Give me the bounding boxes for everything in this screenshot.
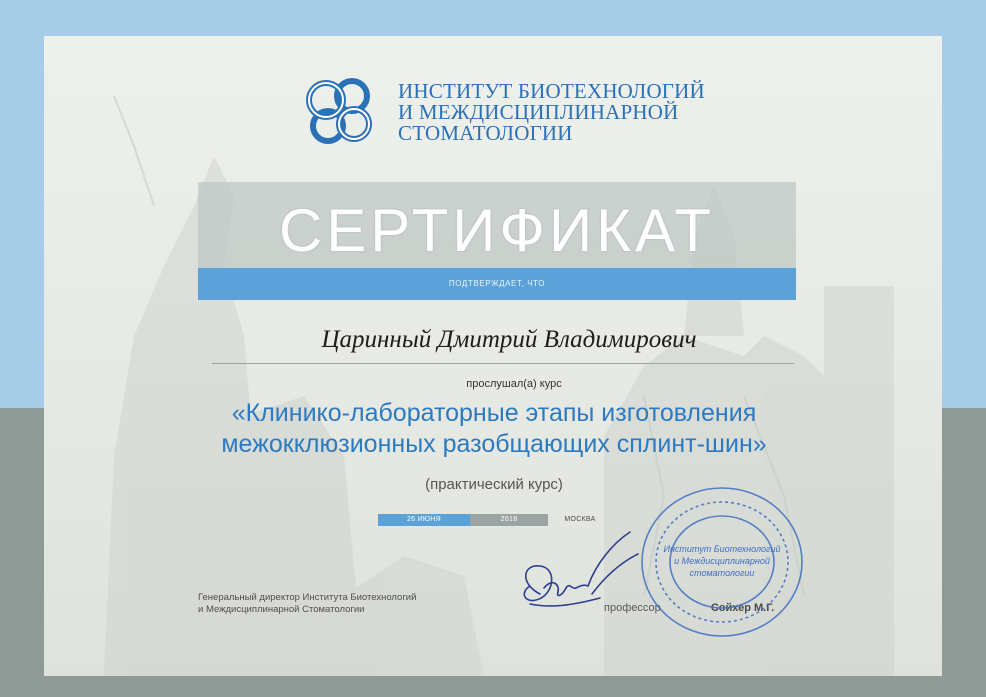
event-date: 26 ИЮНЯ bbox=[378, 514, 470, 526]
confirms-text: ПОДТВЕРЖДАЕТ, ЧТО bbox=[448, 279, 546, 288]
director-title-line-2: и Междисциплинарной Стоматологии bbox=[198, 604, 365, 615]
stamp-line-2: и Междисциплинарной bbox=[674, 556, 770, 566]
stamp-line-1: Институт Биотехнологий bbox=[663, 544, 781, 554]
professor-name: Сойхер М.Г. bbox=[710, 602, 775, 614]
recipient-underline bbox=[212, 363, 794, 364]
course-title-line-2: межокклюзионных разобщающих сплинт-шин» bbox=[221, 430, 767, 458]
institute-name-line-2: И МЕЖДИСЦИПЛИНАРНОЙ bbox=[398, 99, 679, 124]
course-type: (практический курс) bbox=[425, 476, 563, 493]
certificate-sheet bbox=[44, 36, 942, 676]
institute-name-line-3: СТОМАТОЛОГИИ bbox=[398, 120, 573, 145]
four-rings-logo-icon bbox=[300, 72, 380, 152]
course-title bbox=[104, 398, 884, 460]
institute-logo bbox=[300, 72, 705, 152]
recipient-name: Царинный Дмитрий Владимирович bbox=[321, 326, 697, 353]
stamp-line-3: стоматологии bbox=[689, 568, 755, 578]
institute-name-line-1: ИНСТИТУТ БИОТЕХНОЛОГИЙ bbox=[398, 78, 705, 103]
director-title-line-1: Генеральный директор Института Биотехнологий bbox=[198, 592, 417, 603]
event-year: 2018 bbox=[470, 514, 548, 526]
certificate-title: СЕРТИФИКАТ bbox=[278, 197, 716, 264]
director-title bbox=[198, 592, 498, 616]
round-seal-icon bbox=[636, 482, 808, 642]
confirms-bar bbox=[198, 268, 796, 300]
attended-label: прослушал(а) курс bbox=[466, 378, 562, 390]
institute-name bbox=[398, 78, 705, 145]
certificate-title-band bbox=[198, 182, 796, 300]
course-title-line-1: «Клинико-лабораторные этапы изготовления bbox=[231, 399, 757, 427]
event-city: МОСКВА bbox=[564, 516, 596, 523]
institute-stamp bbox=[636, 482, 808, 642]
professor-prefix: профессор bbox=[604, 602, 661, 614]
